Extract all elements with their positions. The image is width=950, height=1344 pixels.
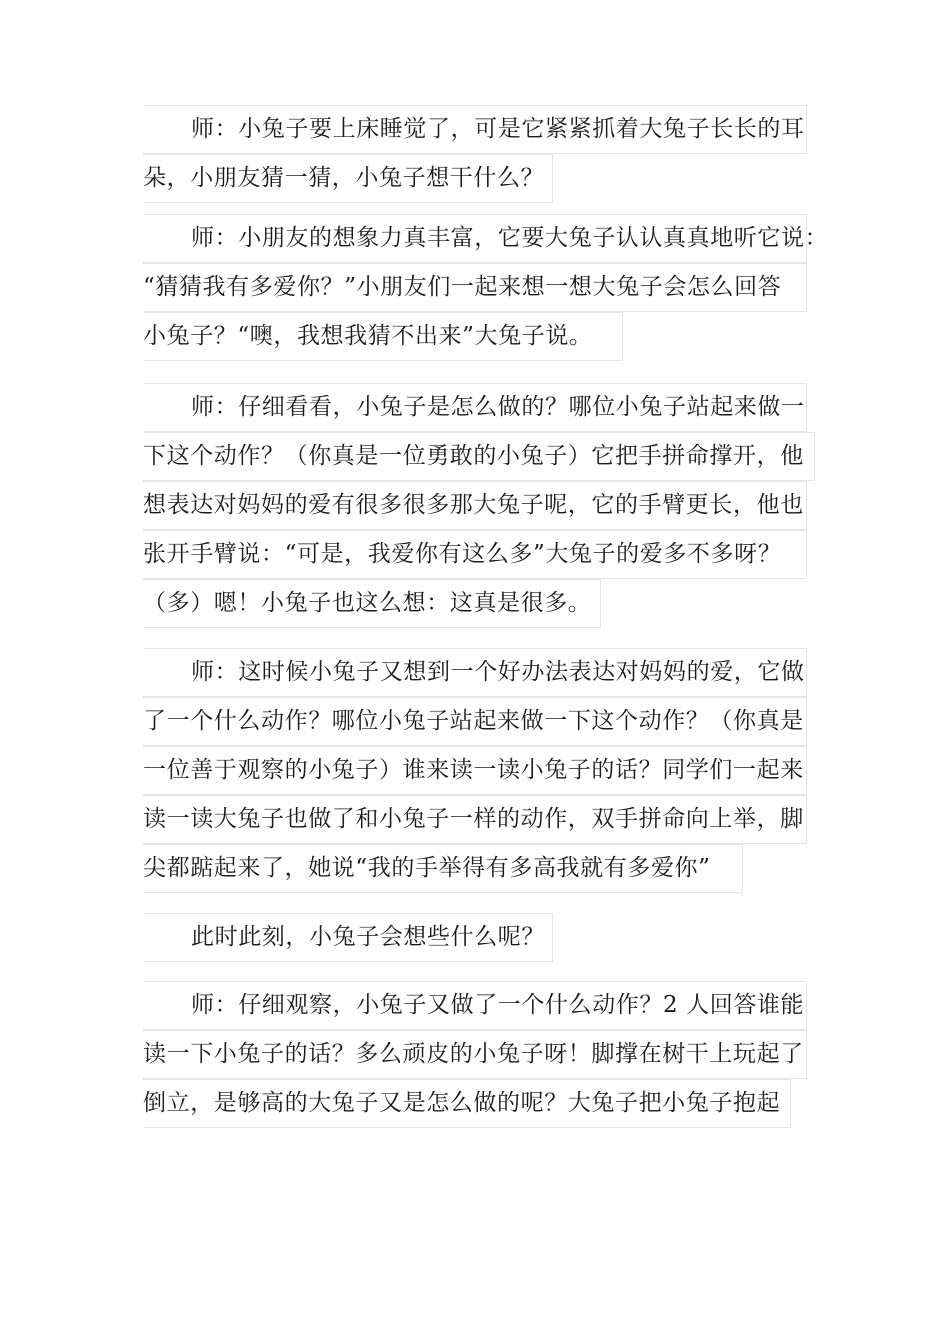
text-line: 张开手臂说：“可是，我爱你有这么多”大兔子的爱多不多呀？ <box>143 530 807 579</box>
paragraph-5 <box>143 913 553 962</box>
text-line: 下这个动作？（你真是一位勇敢的小兔子）它把手拼命撑开，他 <box>143 432 815 481</box>
text-line: 师：仔细看看，小兔子是怎么做的？哪位小兔子站起来做一 <box>143 383 807 432</box>
paragraph-3 <box>143 383 815 628</box>
text-line: 读一下小兔子的话？多么顽皮的小兔子呀！脚撑在树干上玩起了 <box>143 1030 807 1079</box>
text-line: 一位善于观察的小兔子）谁来读一读小兔子的话？同学们一起来 <box>143 746 807 795</box>
paragraph-6 <box>143 981 807 1128</box>
text-line: “猜猜我有多爱你？”小朋友们一起来想一想大兔子会怎么回答 <box>143 263 807 312</box>
text-line: 师：仔细观察，小兔子又做了一个什么动作？2 人回答谁能 <box>143 981 807 1030</box>
text-line: 朵，小朋友猜一猜，小兔子想干什么？ <box>143 154 553 203</box>
text-line: 读一读大兔子也做了和小兔子一样的动作，双手拼命向上举，脚 <box>143 795 807 844</box>
text-line: 小兔子？“噢，我想我猜不出来”大兔子说。 <box>143 312 623 361</box>
text-line: 此时此刻，小兔子会想些什么呢？ <box>143 913 553 962</box>
text-line: 了一个什么动作？哪位小兔子站起来做一下这个动作？（你真是 <box>143 697 807 746</box>
paragraph-2 <box>143 214 829 361</box>
text-line: 师：小兔子要上床睡觉了，可是它紧紧抓着大兔子长长的耳 <box>143 105 807 154</box>
paragraph-1 <box>143 105 807 203</box>
text-line: 尖都踮起来了，她说“我的手举得有多高我就有多爱你” <box>143 844 743 893</box>
text-line: 师：这时候小兔子又想到一个好办法表达对妈妈的爱，它做 <box>143 648 807 697</box>
text-line: （多）嗯！小兔子也这么想：这真是很多。 <box>143 579 601 628</box>
paragraph-4 <box>143 648 807 893</box>
text-line: 想表达对妈妈的爱有很多很多那大兔子呢，它的手臂更长，他也 <box>143 481 807 530</box>
text-line: 倒立，是够高的大兔子又是怎么做的呢？大兔子把小兔子抱起 <box>143 1079 791 1128</box>
text-line: 师：小朋友的想象力真丰富，它要大兔子认认真真地听它说： <box>143 214 807 263</box>
